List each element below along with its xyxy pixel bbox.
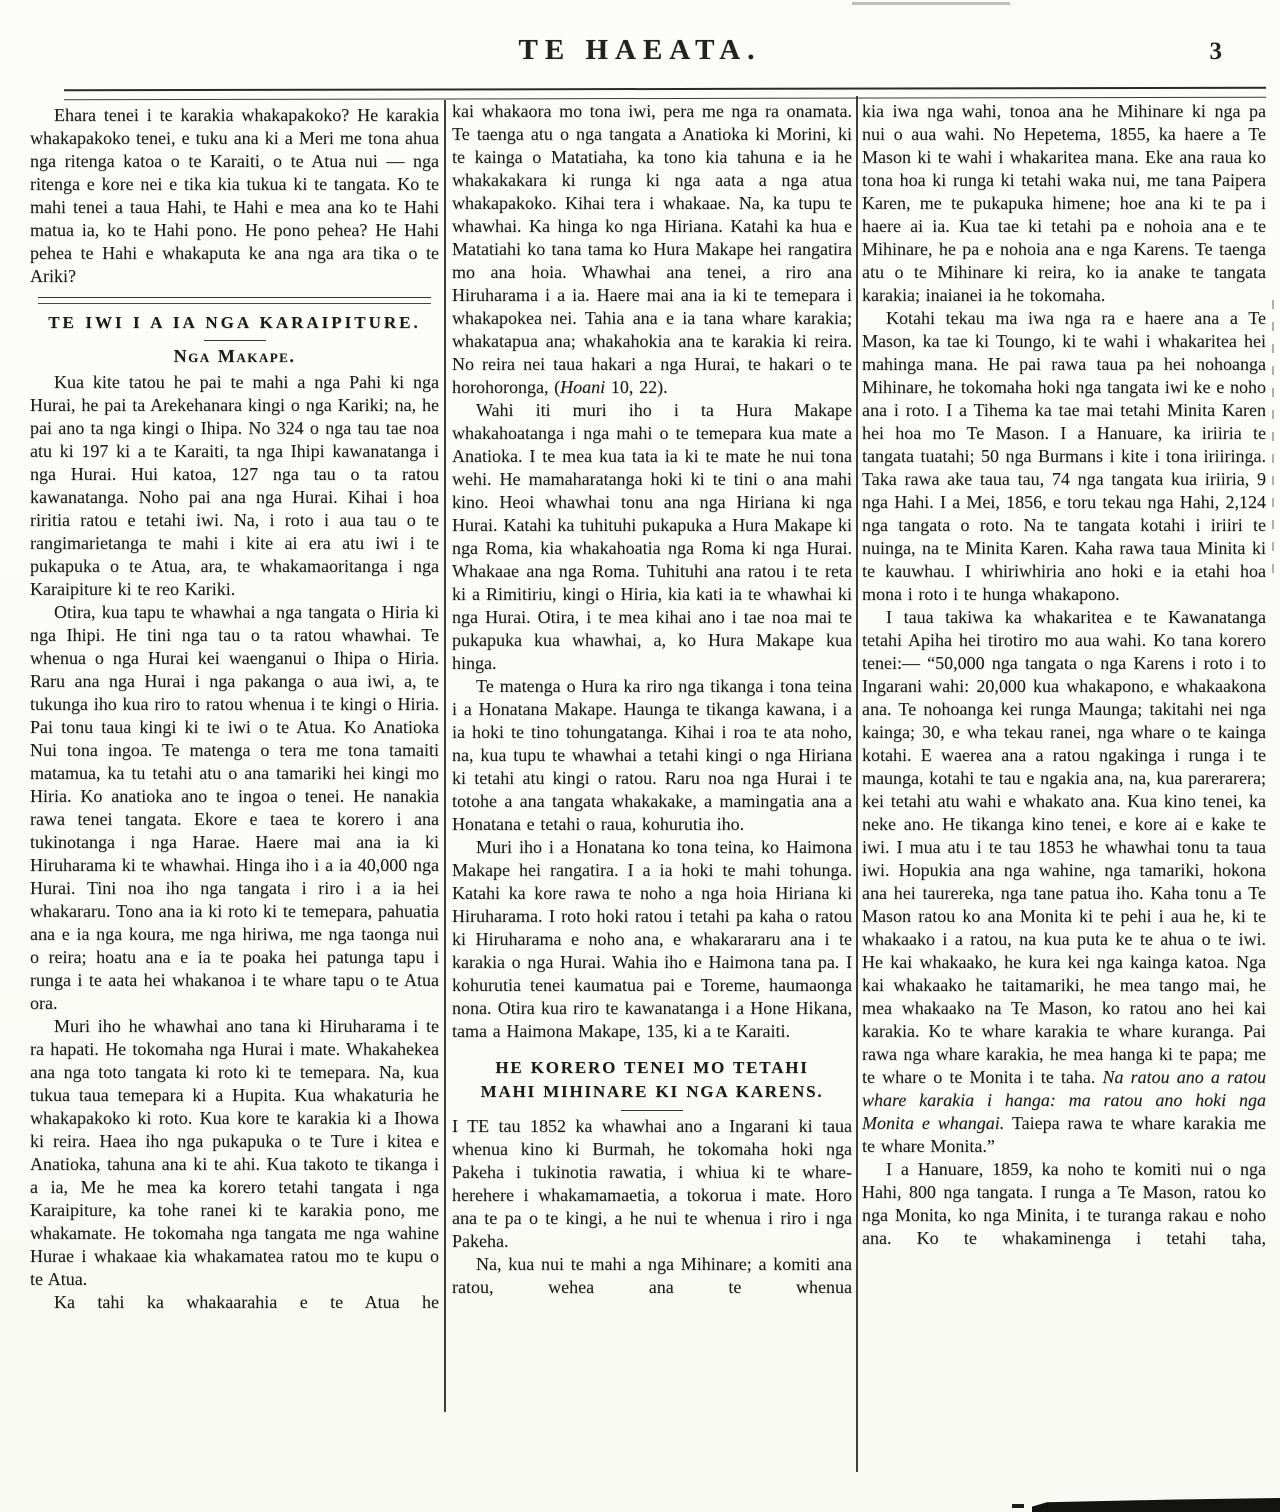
column-1: [30, 104, 439, 1314]
scan-artifact-top-streak: [852, 2, 1010, 5]
page-title: TE HAEATA.: [518, 34, 762, 66]
scan-artifact-smudge: [1032, 1498, 1280, 1512]
article-subheading: Nga Makape.: [173, 346, 296, 366]
text-segment: I taua takiwa ka whakaritea e te Kawanatanga tetahi Apiha hei tirotiro mo aua wahi. Ko tana korero tenei:— “50,000 nga tangata o nga Karens i roto i to Ingarani wahi: 20,000 kua whakapono, e whakaakona ana. Te nohoanga kei runga Maunga; takitahi nei nga kainga; 30, e wha tekau ranei, nga whare o te kainga kotahi. E waerea ana a ratou ngakinga i runga i te maunga, kotahi te tau e ngakia ana, na, kua parerarera; kei tetahi atu wahi e whakato ana. Kua kino tenei, ka neke ano. He tikanga kino tenei, e kore ai e kake te iwi. I mua atu i te tau 1853 he whawhai tonu ta taua iwi. Hopukia ana nga wahine, nga tamariki, hokona ana hei taurereka, nga tane patua iho. Kaha tonu a Te Mason ratou ko ana Monita ki te pehi i aua he, ki te whakaako i a ratou, na kua puta ke te ahua o te iwi. He kai whakaako, he kura kei nga kainga katoa. Nga kai whakaako he taitamariki, he mea tango mai, he mea whakaako na Te Mason, ko ratou ano hei kai karakia. Ko te whare karakia te whare kuranga. Pai rawa nga whare karakia, he mea hanga ki te papa; me te whare o te Monita i te taha.: [862, 607, 1266, 1087]
paragraph-continuation: Ehara tenei i te karakia whakapakoko? He karakia whakapakoko tenei, e tuku ana ki a Meri me tona ahua nga ritenga katoa o te Karaiti, o te Atua nui — nga ritenga e kore nei e tika kia tukua ki te tangata. Ko te mahi tenei a taua Hahi, te Hahi e mea ana ko te Hahi matua ia, ko te Hahi pono. He pono pehea? He Hahi pehea te Hahi e whakaputa ke ana nga ara tika o te Ariki?: [30, 105, 439, 286]
quoted-italic-text: Na ratou ano a ratou whare karakia i hanga: ma ratou ano hoki nga Monita e whangai.: [862, 1067, 1266, 1133]
column-divider-2: [856, 96, 858, 1472]
paragraph: Wahi iti muri iho i ta Hura Makape whakahoatanga i nga mahi o te temepara kua mate a Anatioka. I te mea kua tata ia ki te mate he nui tona wehi. He mamaharatanga hoki ki te tini o ana mahi kino. Heoi whawhai tonu ana nga Hiriana ki nga Hurai. Katahi ka tuhituhi pukapuka a Hura Makape ki nga Roma, kia whakahoatia nga Roma ki nga Hurai. Whakaae ana nga Roma. Tuhituhi ana ratou i te reta ki a Rimitiriu, kingi o Hiria, kia kati ia te whawhai ki nga Hurai. Otira, i te mea kihai ano i tae noa mai te pukapuka kua whawhai, a, ko Hura Makape kua hinga.: [452, 400, 852, 673]
text-segment: 10, 22).: [605, 377, 668, 397]
column-2: [452, 100, 852, 1299]
paragraph: Otira, kua tapu te whawhai a nga tangata o Hiria ki nga Ihipi. He tini nga tau o ta ratou whawhai. Te whenua o nga Hurai kei waenganui o Ihipa o Hiria. Raru ana nga Hurai i nga pakanga o aua iwi, a, te tukunga iho kua riro to ratou whenua i te kingi o Hiria. Pai tonu taua kingi ki te iwi o te Atua. Ko Anatioka Nui tona ingoa. Te matenga o tera me tona tamaiti matamua, ka tu tetahi atu o ana tamariki hei kingi mo Hiria. Ko anatioka ano te ingoa o tenei. He nanakia rawa tenei tangata. Ekore e taea te korero i ana tukinotanga i nga Harae. Haere mai ana ia ki Hiruharama ki te whawhai. Hinga iho i a ia 40,000 nga Hurai. Tini noa iho nga tangata i riro i a ia hei whakararu. Tono ana ia ki roto ki te temepara, pahuatia ana e ia nga koura, me nga hiriwa, me nga taonga nui o reira; hoatu ana e ia te poaka hei patunga tapu i runga i te aata hei whakanoa i te whare tapu o te Atua ora.: [30, 602, 439, 1013]
paragraph: [862, 606, 1266, 1158]
article-heading: TE IWI I A IA NGA KARAIPITURE.: [48, 313, 421, 332]
scripture-reference: Hoani: [560, 377, 606, 397]
column-divider-1: [444, 100, 446, 1412]
page-number: 3: [1209, 38, 1222, 65]
paragraph: Te matenga o Hura ka riro nga tikanga i tona teina i a Honatana Makape. Haunga te tikanga kawana, i a ia hoki te tino tohungatanga. Kihai i roa te ata noho, na, kua tupu te whawhai a tetahi kingi o nga Hiriana ki tetahi atu kingi o ratou. Raru noa nga Hurai i te totohe a ana tangata whakakake, a mamingatia ana a Honatana e tetahi o raua, kohurutia iho.: [452, 676, 852, 834]
header-rule: [64, 87, 1266, 101]
paragraph: Muri iho i a Honatana ko tona teina, ko Haimona Makape hei rangatira. I a ia hoki te mahi tohunga. Katahi ka kore rawa te noho a nga hoia Hiriana ki Hiruharama. I roto hoki ratou i tetahi pa kaha o ratou ki Hiruharama e noho ana, e whakarararu ana i te karakia o nga Hurai. Wahia iho e Haimona tana pa. I kohurutia tenei kaumatua pai e Toreme, haumaonga nona. Otira kua riro te kawanatanga i a Hone Hikana, tama a Haimona Makape, 135, ki a te Karaiti.: [452, 837, 852, 1041]
paragraph: Kua kite tatou he pai te mahi a nga Pahi ki nga Hurai, he pai ta Arekehanara kingi o nga Kariki; na, he pai ano ta nga kingi o Ihipa. No 324 o nga tau tae noa atu ki 197 ki a te Karaiti, ta nga Ihipi kawanatanga i nga Hurai. Hui katoa, 127 nga tau o ta ratou kawanatanga. Noho pai ana nga Hurai. Kihai i hoa riritia ratou e tetahi iwi. Na, i roto i aua tau o te rangimarietanga te mahi i kite ai era atu iwi i te pukapuka o te Atua, ara, te whakamaoritanga i nga Karaipiture ki te reo Kariki.: [30, 372, 439, 599]
column-3: [862, 100, 1266, 1250]
article-heading-line1: HE KORERO TENEI MO TETAHI: [495, 1058, 809, 1077]
paragraph: Muri iho he whawhai ano tana ki Hiruharama i te ra hapati. He tokomaha nga Hurai i mate. Whakahekea ana nga toto tangata ki roto ki te temepara. Na, kua tukua taua temepara ki a Hupita. Kua whakaturia he whakapakoko ki roto. Kua kore te karakia ki a Ihowa ki reira. Haea iho nga pukapuka o te Ture i kitea e Anatioka, tahuna ana ki te ahi. Kua takoto te tikanga i a ia, Me he mea ka korero tetahi tangata i nga Karaipiture, ka tohe ranei ki te karakia pono, me whakamate. He tokomaha nga tangata me nga wahine Hurae i whakaae kia whakamatea ratou mo te kupu o te Atua.: [30, 1016, 439, 1289]
paragraph: I TE tau 1852 ka whawhai ano a Ingarani ki taua whenua kino ki Burmah, he tokomaha hoki nga Pakeha i tukinotia rawatia, i whiua ki te whare-herehere i whakamamaetia, a tokorua i mate. Horo ana te pa o te kingi, a he nui te whenua i riro i nga Pakeha.: [452, 1116, 852, 1251]
scan-artifact-edge-marks: [1272, 300, 1274, 580]
paragraph: Ka tahi ka whakaarahia e te Atua he: [54, 1292, 439, 1312]
scan-artifact-dot: [1012, 1504, 1024, 1508]
paragraph-continuation: [452, 100, 852, 399]
article-heading-block: [452, 1056, 852, 1111]
heading-rule: [621, 1110, 683, 1111]
paragraph: I a Hanuare, 1859, ka noho te komiti nui o nga Hahi, 800 nga tangata. I runga a Te Mason, ratou ko nga Monita, ko nga Minita, i te turanga rakau e noho ana. Ko te whakaminenga i tetahi taha,: [862, 1159, 1266, 1248]
paragraph: Na, kua nui te mahi a nga Mihinare; a komiti ana ratou, wehea ana te whenua: [452, 1254, 852, 1297]
paragraph-continuation: kia iwa nga wahi, tonoa ana he Mihinare ki nga pa nui o aua wahi. No Hepetema, 1855, ka haere a Te Mason ki te wahi i whakaritea mana. Eke ana raua ko tona hoa ki runga ki tetahi waka nui, me tana Paipera Karen, me te pukapuka himene; hoe ana ki te pa i haere ai ia. Kua tae ki tetahi pa e nohoia ana e te Mihinare, he pa e nohoia ana e nga Karens. Te taenga atu o te Mihinare ki reira, ko ia anake te tangata karakia; inaianei ia he tokomaha.: [862, 101, 1266, 305]
text-segment: Taiepa rawa te whare karakia me te whare Monita.”: [862, 1113, 1266, 1156]
article-divider: [38, 297, 431, 304]
text-segment: kai whakaora mo tona iwi, pera me nga ra onamata. Te taenga atu o nga tangata a Anatioka ki Morini, ki te kainga o Matatiaha, ka tono kia tahuna e ia he whakakakara ki runga ki nga aata a nga atua whakapakoko. Kihai tera i whakaae. Na, ka tupu te whawhai. Ka hinga ko nga Hiriana. Katahi ka hua e Matatiahi ko tana tama ko Hura Makape hei rangatira mo ana hoia. Whawhai ana tenei, a riro ana Hiruharama i a ia. Haere mai ana ia ki te temepara i whakapokea nei. Tahia ana e ia tana whare karakia; whakatapua ana; whakahokia ana te karakia ki reira. No reira nei taua hakari a nga Hurai, te hakari o te horohoronga, (: [452, 101, 852, 397]
article-heading-line2: MAHI MIHINARE KI NGA KARENS.: [480, 1082, 824, 1101]
heading-rule: [204, 340, 266, 341]
paragraph: Kotahi tekau ma iwa nga ra e haere ana a Te Mason, ka tae ki Toungo, ki te wahi i whakaritea hei mahinga mana. He pai rawa taua pa hei nohoanga Mihinare, he tokomaha hoki nga tangata iwi ke e noho ana i roto. I a Tihema ka tae mai tetahi Minita Karen hei hoa mo Te Mason. I a Hanuare, ka iriiria te tangata tuatahi; 50 nga Burmans i kite i tona iriiringa. Taka rawa ake taua tau, 74 nga tangata kua iriiria, 9 nga Hahi. I a Mei, 1856, e toru tekau nga Hahi, 2,124 nga tangata o roto. Na te tangata kotahi i iriiri te nuinga, na te Minita Karen. Kaha rawa taua Minita ki te kauwhau. I whiriwhiria ano hoki e ia etahi hoa mona i roto i te hunga whakapono.: [862, 308, 1266, 604]
